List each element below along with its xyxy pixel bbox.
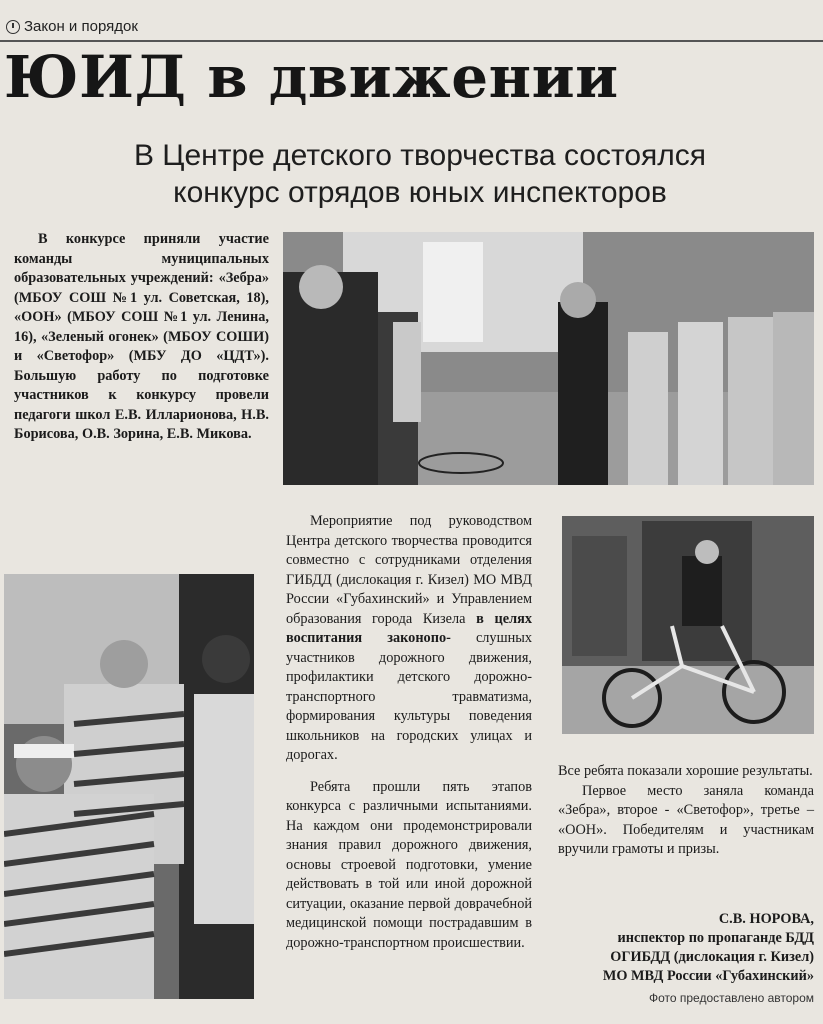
article-paragraph-2: Ребята прошли пять этапов конкурса с различными испытаниями. На каждом они продемонстрировали знания правил дорожного движения, основы строевой подготовки, умение действовать в той или иной дорожной ситуации, оказание первой доврачебной медицинской помощи пострадавшим в дорожно-транспортном происшествии.	[286, 778, 532, 951]
signature-line-3: МО МВД России «Губахинский»	[602, 968, 814, 984]
article-paragraph-1	[286, 512, 532, 766]
article-paragraph-4: Первое место заняла команда «Зебра», второе - «Светофор», третье – «ООН». Победителям и участникам вручили грамоты и призы.	[558, 782, 814, 857]
article-paragraph-3: Все ребята показали хорошие результаты.	[558, 763, 813, 779]
photo-inspection-lineup	[283, 232, 814, 485]
rubric-label: Закон и порядок	[24, 18, 138, 35]
subheadline	[40, 137, 800, 211]
article-p1-highlight: в целях воспитания законопо-	[286, 610, 532, 646]
rubric	[6, 18, 138, 35]
lead-paragraph	[14, 230, 269, 445]
photo-credit: Фото предоставлено автором	[648, 991, 814, 1005]
article-p1-end: слушных участников дорожного движения, профилактики детского дорожно-транспортного травматизма, формирования культуры поведения школьников на городских улицах и дорогах.	[286, 630, 532, 763]
lead-in: В конкурсе приняли	[38, 231, 201, 247]
photo-bicycle	[562, 516, 814, 734]
signature-line-1: инспектор по пропаганде БДД	[617, 930, 814, 946]
subheadline-line-1: В Центре детского творчества состоялся	[133, 139, 707, 172]
signature-name: С.В. НОРОВА,	[718, 911, 814, 927]
signature-line-2: ОГИБДД (дислокация г. Кизел)	[610, 949, 814, 965]
subheadline-line-2: конкурс отрядов юных инспекторов	[173, 176, 667, 209]
signature	[560, 910, 814, 986]
article-p1-start: Мероприятие под руководством Центра детского творчества проводится совместно с сотрудниками отделения ГИБДД (дислокация г. Кизел) МО МВД России «Губахинский» и Управлением образования города Кизела	[286, 513, 532, 627]
article-column-right	[558, 762, 814, 860]
article-column-middle	[286, 512, 532, 953]
header-rule	[0, 40, 823, 42]
photo-first-aid	[4, 574, 254, 999]
clock-icon	[6, 20, 20, 34]
headline: ЮИД в движении	[4, 43, 619, 111]
lead-text: участие команды муниципальных образовательных учреждений: «Зебра» (МБОУ СОШ №1 ул. Советская, 18), «ООН» (МБОУ СОШ №1 ул. Ленина, 16), «Зеленый огонек» (МБОУ СОШИ) и «Светофор» (МБУ ДО «ЦДТ»). Большую работу по подготовке участников к конкурсу провели педагоги школ Е.В. Илларионова, Н.В. Борисова, О.В. Зорина, Е.В. Микова.	[14, 231, 270, 442]
